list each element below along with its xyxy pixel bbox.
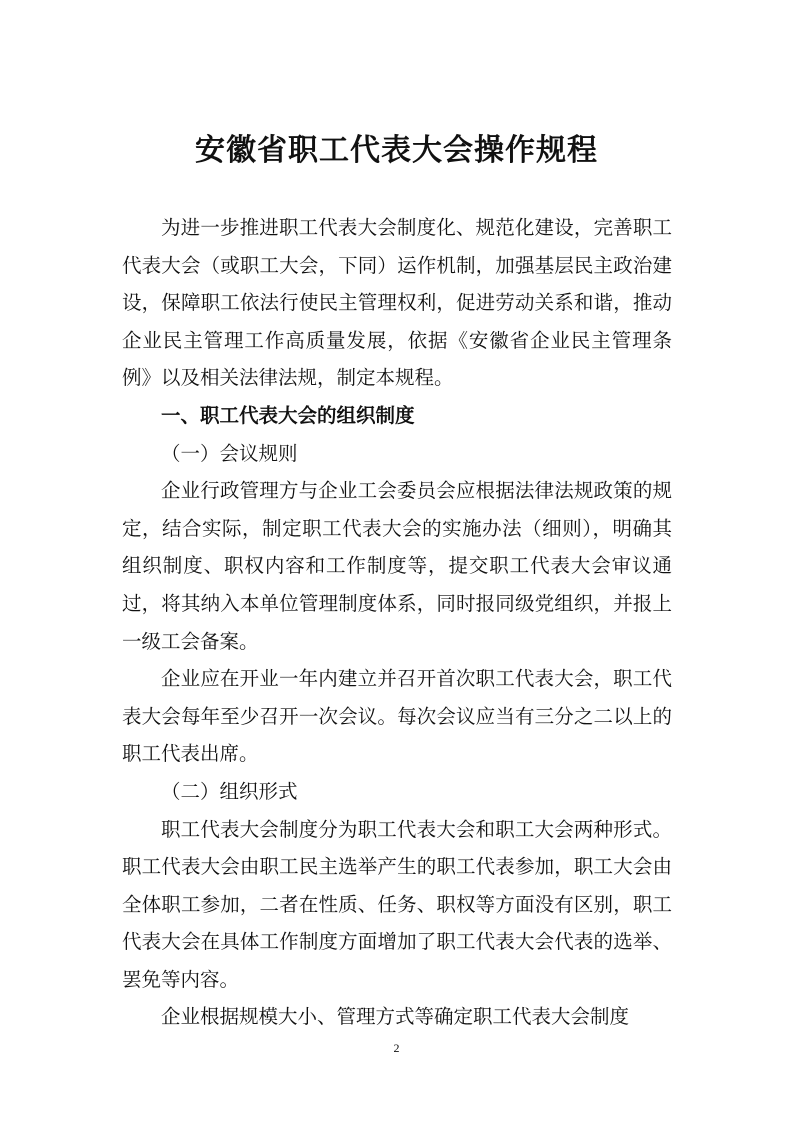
subsection-heading-organization-form: （二）组织形式 bbox=[161, 779, 298, 803]
paragraph-first-meeting: 企业应在开业一年内建立并召开首次职工代表大会，职工代表大会每年至少召开一次会议。每次会议应当有三分之二以上的职工代表出席。 bbox=[122, 667, 672, 766]
paragraph-meeting-rules: 企业行政管理方与企业工会委员会应根据法律法规政策的规定，结合实际，制定职工代表大会的实施办法（细则），明确其组织制度、职权内容和工作制度等，提交职工代表大会审议通过，将其纳入本单位管理制度体系，同时报同级党组织，并报上一级工会备案。 bbox=[122, 479, 672, 653]
section-heading: 一、职工代表大会的组织制度 bbox=[161, 403, 415, 427]
document-body bbox=[122, 209, 672, 1036]
paragraph-organization-form: 职工代表大会制度分为职工代表大会和职工大会两种形式。职工代表大会由职工民主选举产生的职工代表参加，职工大会由全体职工参加，二者在性质、任务、职权等方面没有区别，职工代表大会在具体工作制度方面增加了职工代表大会代表的选举、罢免等内容。 bbox=[122, 817, 672, 991]
paragraph-scale: 企业根据规模大小、管理方式等确定职工代表大会制度 bbox=[161, 1005, 630, 1029]
document-title: 安徽省职工代表大会操作规程 bbox=[195, 133, 598, 168]
subsection-heading-meeting-rules: （一）会议规则 bbox=[161, 441, 298, 465]
intro-paragraph: 为进一步推进职工代表大会制度化、规范化建设，完善职工代表大会（或职工大会，下同）运作机制，加强基层民主政治建设，保障职工依法行使民主管理权利，促进劳动关系和谐，推动企业民主管理工作高质量发展，依据《安徽省企业民主管理条例》以及相关法律法规，制定本规程。 bbox=[122, 216, 672, 390]
page-number: 2 bbox=[393, 1041, 400, 1055]
